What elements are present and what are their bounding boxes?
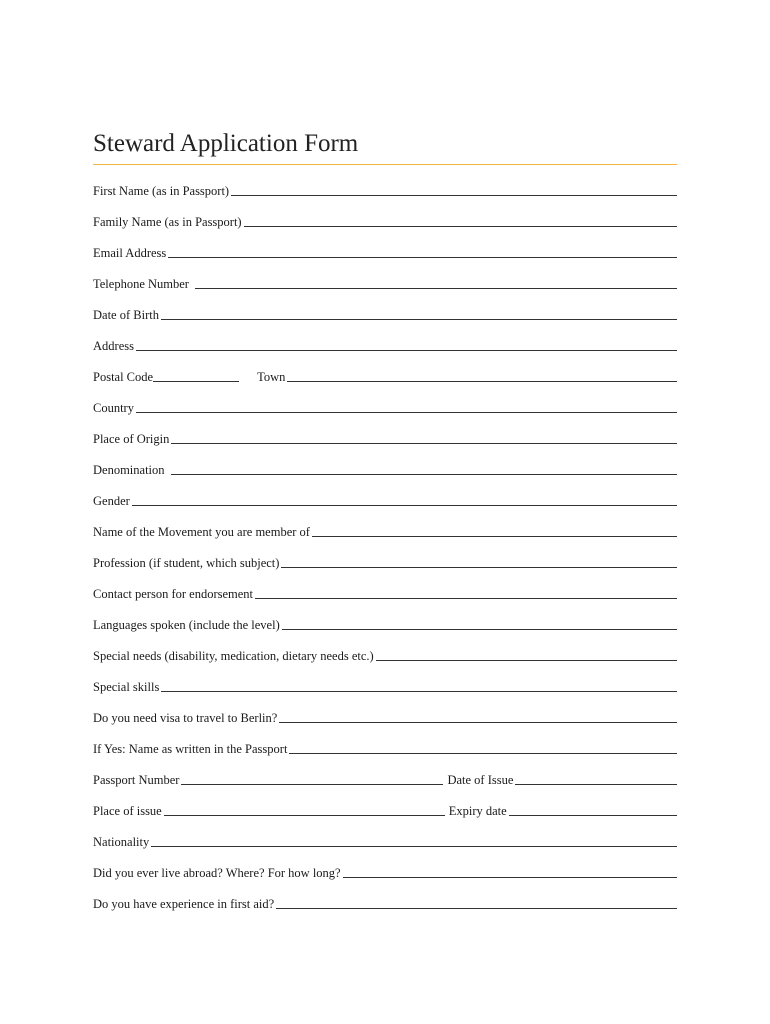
field-special-skills bbox=[93, 665, 677, 696]
gender-label: Gender bbox=[93, 494, 130, 508]
field-live-abroad bbox=[93, 851, 677, 882]
field-profession bbox=[93, 541, 677, 572]
address-input-line[interactable] bbox=[136, 350, 677, 351]
languages-input-line[interactable] bbox=[282, 629, 677, 630]
field-place-of-issue-expiry bbox=[93, 789, 677, 820]
field-email bbox=[93, 231, 677, 262]
title-divider bbox=[93, 164, 677, 165]
date-of-birth-label: Date of Birth bbox=[93, 308, 159, 322]
live-abroad-input-line[interactable] bbox=[343, 877, 677, 878]
special-needs-input-line[interactable] bbox=[376, 660, 677, 661]
field-telephone bbox=[93, 262, 677, 293]
date-of-birth-input-line[interactable] bbox=[161, 319, 677, 320]
live-abroad-label: Did you ever live abroad? Where? For how long? bbox=[93, 866, 341, 880]
country-label: Country bbox=[93, 401, 134, 415]
nationality-label: Nationality bbox=[93, 835, 150, 849]
field-special-needs bbox=[93, 634, 677, 665]
languages-label: Languages spoken (include the level) bbox=[93, 618, 280, 632]
form-fields bbox=[93, 169, 677, 913]
family-name-label: Family Name (as in Passport) bbox=[93, 215, 242, 229]
special-needs-label: Special needs (disability, medication, dietary needs etc.) bbox=[93, 649, 374, 663]
place-of-issue-label: Place of issue bbox=[93, 804, 162, 818]
place-of-origin-input-line[interactable] bbox=[171, 443, 677, 444]
country-input-line[interactable] bbox=[136, 412, 677, 413]
form-title: Steward Application Form bbox=[93, 130, 359, 157]
field-contact-person bbox=[93, 572, 677, 603]
date-of-issue-label: Date of Issue bbox=[447, 773, 514, 787]
field-address bbox=[93, 324, 677, 355]
field-family-name bbox=[93, 200, 677, 231]
field-languages bbox=[93, 603, 677, 634]
gender-input-line[interactable] bbox=[132, 505, 677, 506]
telephone-input-line[interactable] bbox=[195, 288, 677, 289]
expiry-date-input-line[interactable] bbox=[509, 815, 677, 816]
place-of-issue-input-line[interactable] bbox=[164, 815, 445, 816]
denomination-input-line[interactable] bbox=[171, 474, 677, 475]
place-of-origin-label: Place of Origin bbox=[93, 432, 170, 446]
field-passport-name bbox=[93, 727, 677, 758]
field-first-name bbox=[93, 169, 677, 200]
expiry-date-label: Expiry date bbox=[448, 804, 507, 818]
town-label: Town bbox=[257, 370, 286, 384]
visa-input-line[interactable] bbox=[279, 722, 677, 723]
field-country bbox=[93, 386, 677, 417]
passport-name-label: If Yes: Name as written in the Passport bbox=[93, 742, 288, 756]
field-postal-code-town bbox=[93, 355, 677, 386]
field-nationality bbox=[93, 820, 677, 851]
passport-name-input-line[interactable] bbox=[289, 753, 677, 754]
address-label: Address bbox=[93, 339, 134, 353]
special-skills-label: Special skills bbox=[93, 680, 160, 694]
first-name-input-line[interactable] bbox=[231, 195, 677, 196]
profession-input-line[interactable] bbox=[281, 567, 677, 568]
field-gender bbox=[93, 479, 677, 510]
email-input-line[interactable] bbox=[168, 257, 677, 258]
field-movement bbox=[93, 510, 677, 541]
first-aid-input-line[interactable] bbox=[276, 908, 677, 909]
special-skills-input-line[interactable] bbox=[161, 691, 677, 692]
field-denomination bbox=[93, 448, 677, 479]
passport-number-label: Passport Number bbox=[93, 773, 180, 787]
first-name-label: First Name (as in Passport) bbox=[93, 184, 230, 198]
first-aid-label: Do you have experience in first aid? bbox=[93, 897, 275, 911]
profession-label: Profession (if student, which subject) bbox=[93, 556, 280, 570]
application-form bbox=[93, 128, 677, 913]
movement-label: Name of the Movement you are member of bbox=[93, 525, 310, 539]
field-passport-number-issue bbox=[93, 758, 677, 789]
denomination-label: Denomination bbox=[93, 463, 165, 477]
telephone-label: Telephone Number bbox=[93, 277, 189, 291]
date-of-issue-input-line[interactable] bbox=[515, 784, 677, 785]
field-place-of-origin bbox=[93, 417, 677, 448]
postal-code-input-line[interactable] bbox=[153, 381, 239, 382]
field-visa bbox=[93, 696, 677, 727]
contact-person-label: Contact person for endorsement bbox=[93, 587, 254, 601]
email-label: Email Address bbox=[93, 246, 167, 260]
passport-number-input-line[interactable] bbox=[181, 784, 443, 785]
field-date-of-birth bbox=[93, 293, 677, 324]
family-name-input-line[interactable] bbox=[244, 226, 677, 227]
nationality-input-line[interactable] bbox=[151, 846, 677, 847]
visa-label: Do you need visa to travel to Berlin? bbox=[93, 711, 278, 725]
movement-input-line[interactable] bbox=[312, 536, 677, 537]
postal-code-label: Postal Code bbox=[93, 370, 154, 384]
field-first-aid bbox=[93, 882, 677, 913]
contact-person-input-line[interactable] bbox=[255, 598, 677, 599]
town-input-line[interactable] bbox=[287, 381, 677, 382]
